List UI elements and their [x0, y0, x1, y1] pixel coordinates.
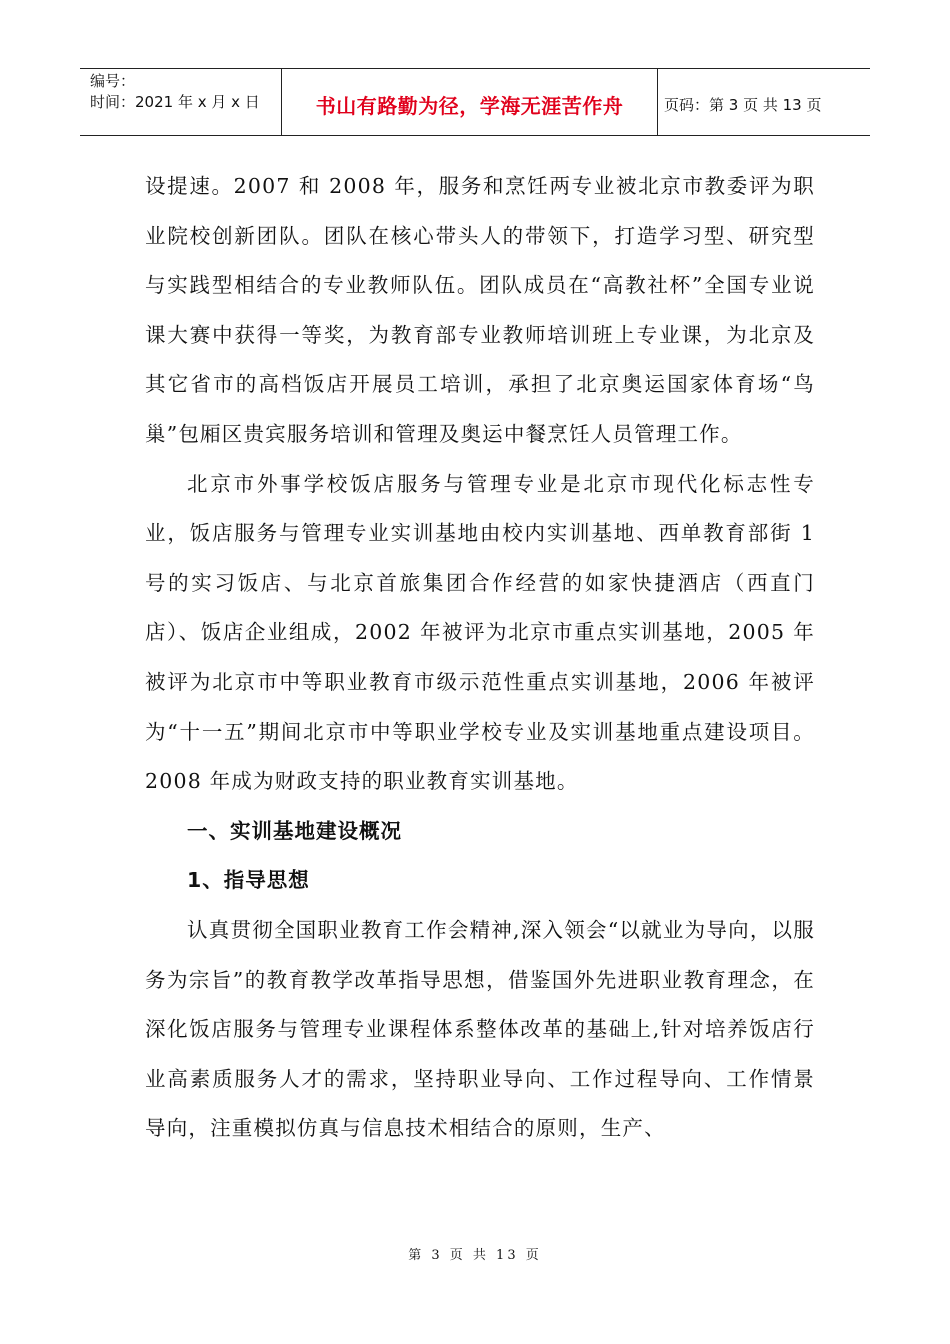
header-page-info: 页码：第 3 页 共 13 页 — [664, 95, 822, 114]
page-footer: 第 3 页 共 13 页 — [408, 1248, 542, 1263]
document-header — [80, 68, 870, 136]
header-meta-cell — [80, 69, 282, 135]
body-paragraph-2: 北京市外事学校饭店服务与管理专业是北京市现代化标志性专业，饭店服务与管理专业实训基地由校内实训基地、西单教育部街 1 号的实习饭店、与北京首旅集团合作经营的如家快捷酒店（西直门店）、饭店企业组成，2002 年被评为北京市重点实训基地，2005 年被评为北京市中等职业教育市级示范性重点实训基地，2006 年被评为“十一五”期间北京市中等职业学校专业及实训基地重点建设项目。2008 年成为财政支持的职业教育实训基地。 — [145, 471, 815, 794]
document-number-label: 编号： — [90, 72, 136, 90]
body-paragraph-3: 认真贯彻全国职业教育工作会精神,深入领会“以就业为导向，以服务为宗旨”的教育教学改革指导思想，借鉴国外先进职业教育理念，在深化饭店服务与管理专业课程体系整体改革的基础上,针对培养饭店行业高素质服务人才的需求，坚持职业导向、工作过程导向、工作情景导向，注重模拟仿真与信息技术相结合的原则，生产、 — [145, 917, 815, 1141]
header-motto: 书山有路勤为径，学海无涯苦作舟 — [282, 69, 658, 135]
body-paragraph-1: 设提速。2007 和 2008 年，服务和烹饪两专业被北京市教委评为职业院校创新团队。团队在核心带头人的带领下，打造学习型、研究型与实践型相结合的专业教师队伍。团队成员在“高教社杯”全国专业说课大赛中获得一等奖，为教育部专业教师培训班上专业课，为北京及其它省市的高档饭店开展员工培训，承担了北京奥运国家体育场“鸟巢”包厢区贵宾服务培训和管理及奥运中餐烹饪人员管理工作。 — [145, 174, 815, 446]
document-body — [145, 162, 815, 1154]
section-heading: 一、实训基地建设概况 — [187, 818, 402, 843]
document-date-label: 时间：2021 年 x 月 x 日 — [90, 93, 260, 111]
subsection-heading: 1、指导思想 — [187, 868, 310, 893]
